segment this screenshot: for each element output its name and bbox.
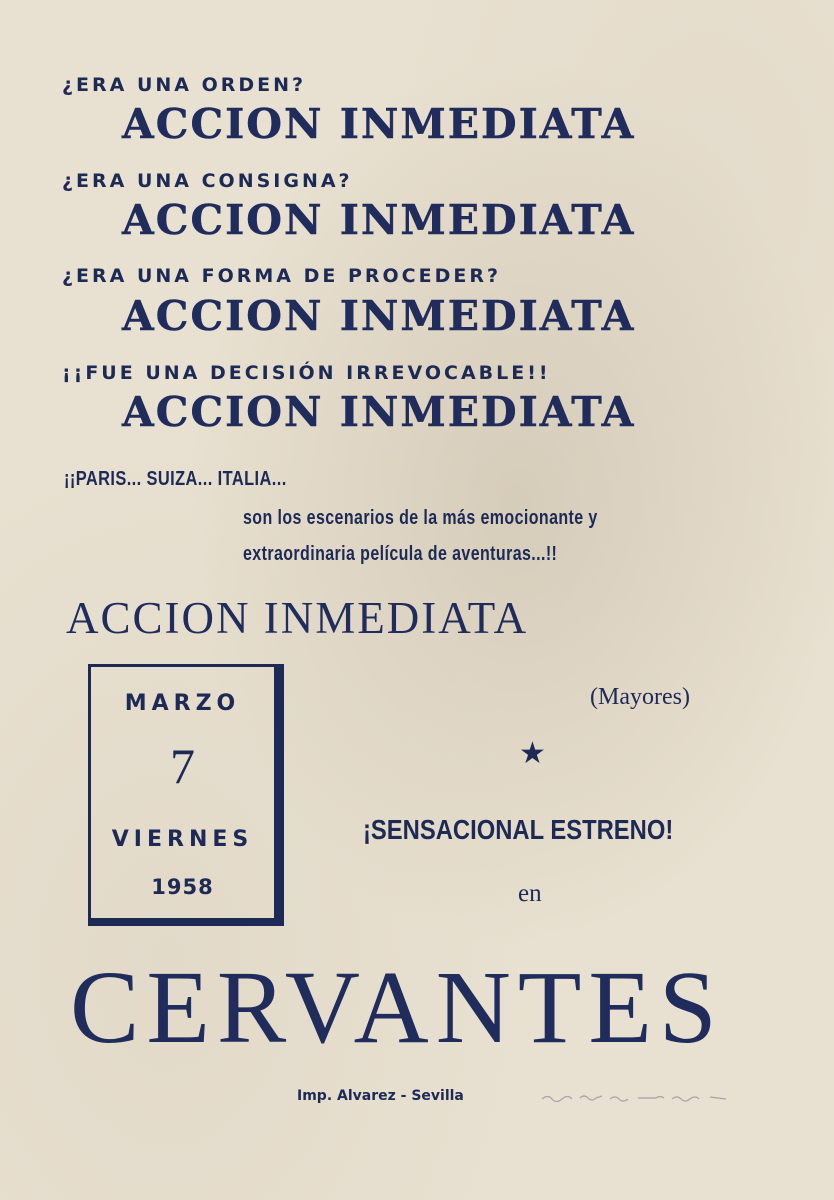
question-decision: ¡¡FUE UNA DECISIÓN IRREVOCABLE!! <box>62 362 551 384</box>
headline-accion-3: ACCION INMEDIATA <box>122 292 636 340</box>
question-orden: ¿ERA UNA ORDEN? <box>62 74 307 96</box>
rating-label: (Mayores) <box>590 684 690 710</box>
description-line-2: extraordinaria película de aventuras...!! <box>243 543 558 565</box>
date-weekday: VIERNES <box>111 827 254 852</box>
date-day: 7 <box>170 738 195 794</box>
date-month: MARZO <box>124 691 241 716</box>
description-line-1: son los escenarios de la más emocionante y <box>243 507 598 529</box>
premiere-label: ¡SENSACIONAL ESTRENO! <box>363 814 674 845</box>
star-icon: ★ <box>519 737 546 770</box>
question-proceder: ¿ERA UNA FORMA DE PROCEDER? <box>62 265 501 287</box>
printer-imprint: Imp. Alvarez - Sevilla <box>297 1088 464 1104</box>
date-box <box>88 664 284 926</box>
film-title: ACCION INMEDIATA <box>66 593 529 643</box>
question-consigna: ¿ERA UNA CONSIGNA? <box>62 170 353 192</box>
headline-accion-2: ACCION INMEDIATA <box>122 196 636 244</box>
stamp-scribble <box>540 1090 730 1106</box>
venue-name: CERVANTES <box>70 950 724 1065</box>
locations-line: ¡¡PARIS... SUIZA... ITALIA... <box>64 468 287 490</box>
connector-en: en <box>518 880 542 907</box>
date-year: 1958 <box>151 875 214 899</box>
headline-accion-4: ACCION INMEDIATA <box>122 388 636 436</box>
headline-accion-1: ACCION INMEDIATA <box>122 100 636 148</box>
